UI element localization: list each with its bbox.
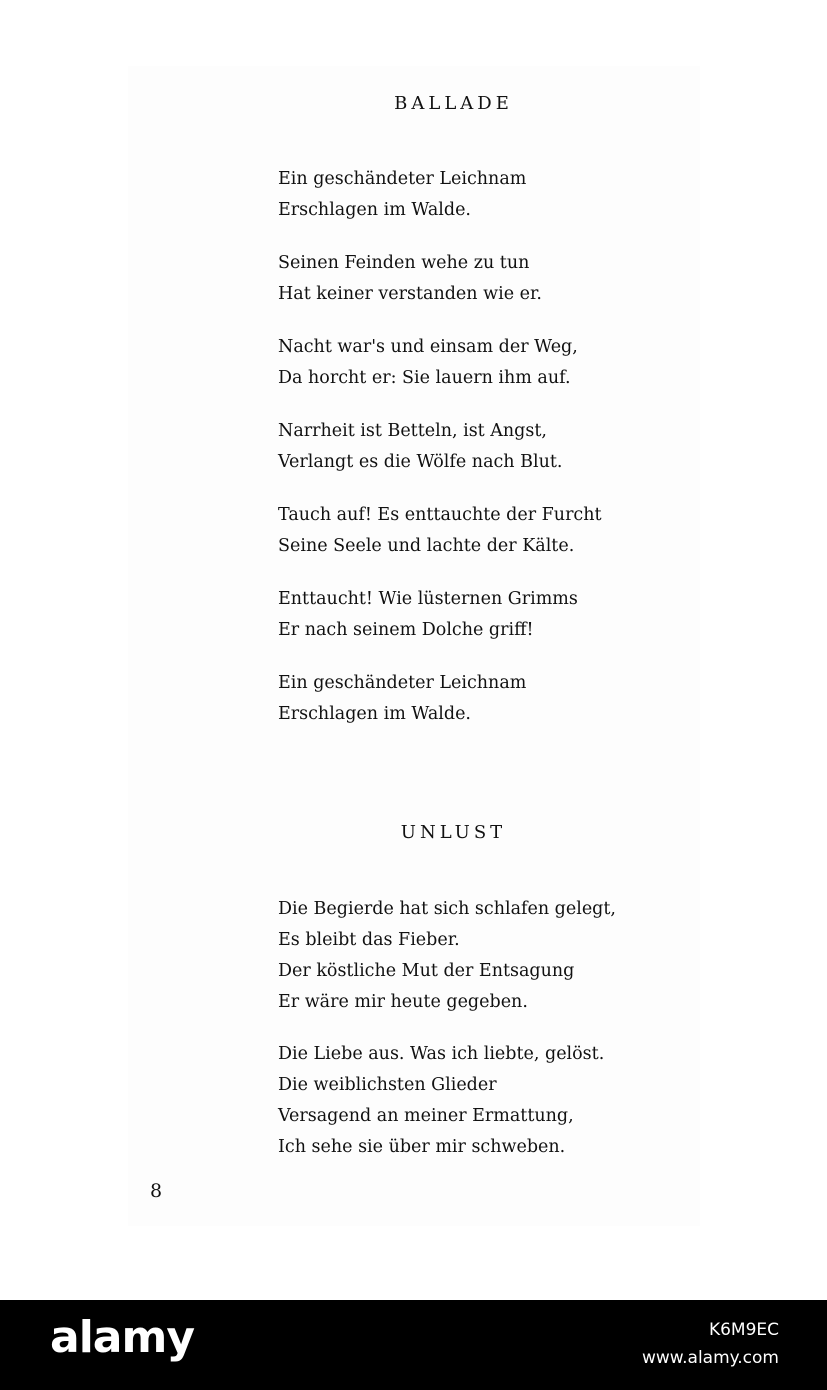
stanza: [278, 1039, 604, 1163]
poem-line: Verlangt es die Wölfe nach Blut.: [278, 452, 563, 472]
poem-line: Seine Seele und lachte der Kälte.: [278, 536, 575, 556]
stanza: [278, 668, 526, 730]
poem-line: Hat keiner verstanden wie er.: [278, 284, 542, 304]
page-number: 8: [150, 1180, 163, 1202]
poem-line: Nacht war's und einsam der Weg,: [278, 337, 578, 357]
stanza: [278, 248, 542, 310]
poem-line: Versagend an meiner Ermattung,: [278, 1106, 574, 1126]
alamy-logo: alamy: [50, 1312, 194, 1363]
poem-line: Die weiblichsten Glieder: [278, 1075, 497, 1095]
poem-line: Ein geschändeter Leichnam: [278, 673, 527, 693]
poem-line: Tauch auf! Es enttauchte der Furcht: [278, 505, 602, 525]
stanza: [278, 500, 602, 562]
poem-line: Die Liebe aus. Was ich liebte, gelöst.: [278, 1044, 605, 1064]
poem-line: Seinen Feinden wehe zu tun: [278, 253, 530, 273]
poem-line: Der köstliche Mut der Entsagung: [278, 961, 575, 981]
poem-line: Erschlagen im Walde.: [278, 200, 471, 220]
poem-line: Da horcht er: Sie lauern ihm auf.: [278, 368, 571, 388]
poem-line: Er wäre mir heute gegeben.: [278, 992, 528, 1012]
stanza: [278, 894, 616, 1018]
site-url: www.alamy.com: [641, 1348, 779, 1368]
stanza: [278, 584, 578, 646]
poem-line: Erschlagen im Walde.: [278, 704, 471, 724]
poem-line: Die Begierde hat sich schlafen gelegt,: [278, 899, 616, 919]
stanza: [278, 164, 526, 226]
image-id: K6M9EC: [708, 1320, 779, 1340]
watermark-footer: [0, 1300, 827, 1390]
poem-title-unlust: UNLUST: [400, 822, 507, 843]
poem-line: Er nach seinem Dolche griff!: [278, 620, 534, 640]
stanza: [278, 332, 578, 394]
poem-line: Enttaucht! Wie lüsternen Grimms: [278, 589, 578, 609]
poem-line: Es bleibt das Fieber.: [278, 930, 460, 950]
poem-line: Narrheit ist Betteln, ist Angst,: [278, 421, 547, 441]
poem-line: Ein geschändeter Leichnam: [278, 169, 527, 189]
stanza: [278, 416, 562, 478]
poem-line: Ich sehe sie über mir schweben.: [278, 1137, 566, 1157]
poem-title-ballade: BALLADE: [394, 93, 513, 114]
